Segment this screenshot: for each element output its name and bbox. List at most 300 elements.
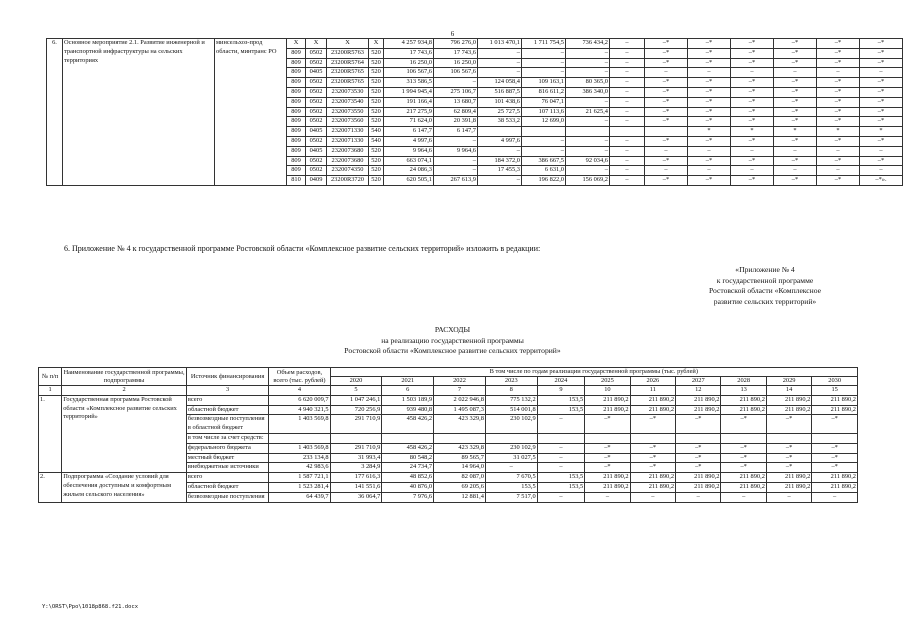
table-cell: –* (731, 136, 774, 146)
table-cell: – (610, 176, 645, 186)
table-cell: – (860, 166, 903, 176)
table-cell: –* (731, 39, 774, 49)
value-cell: – (766, 492, 811, 502)
table-cell: –* (731, 117, 774, 127)
header-total: Объем расходов, всего (тыс. рублей) (269, 368, 330, 386)
value-cell: 36 064,7 (330, 492, 382, 502)
table-cell (610, 127, 645, 137)
table-cell: 13 680,7 (434, 97, 478, 107)
funding-source: безвозмездные поступления (186, 492, 268, 502)
funding-source: местный бюджет (186, 453, 268, 463)
value-cell: 211 890,2 (676, 482, 721, 492)
table-cell: – (434, 136, 478, 146)
value-cell: –* (630, 453, 675, 463)
table-cell: 17 743,6 (434, 48, 478, 58)
table-cell: 809 (287, 146, 306, 156)
table-cell: –* (860, 78, 903, 88)
table-cell: 124 058,4 (478, 78, 522, 88)
value-cell (537, 433, 585, 443)
value-cell: 3 284,9 (330, 463, 382, 473)
table-cell: –* (688, 39, 731, 49)
table-cell: 0502 (306, 136, 327, 146)
value-cell: 423 329,8 (434, 443, 486, 453)
value-cell: 211 890,2 (766, 395, 811, 405)
value-cell (434, 433, 486, 443)
value-cell: 291 710,9 (330, 415, 382, 434)
funding-source: всего (186, 395, 268, 405)
table-cell: 540 (369, 127, 384, 137)
table-row (39, 473, 858, 483)
table-cell (566, 127, 610, 137)
column-index: 7 (434, 386, 486, 396)
table-cell: –* (645, 176, 688, 186)
table-cell: –* (774, 97, 817, 107)
value-cell: – (485, 463, 537, 473)
value-cell: 775 132,2 (485, 395, 537, 405)
value-cell: –* (585, 443, 630, 453)
table-cell: – (478, 68, 522, 78)
title-line: на реализацию государственной программы (381, 335, 524, 345)
table-cell: –* (817, 136, 860, 146)
column-index: 15 (812, 386, 858, 396)
value-cell: 514 001,8 (485, 405, 537, 415)
table-cell: –* (817, 87, 860, 97)
table-cell: 620 505,1 (384, 176, 434, 186)
table-cell: 2320073550 (327, 107, 369, 117)
table-cell: 796 276,0 (434, 39, 478, 49)
table-cell: 520 (369, 97, 384, 107)
column-index: 6 (382, 386, 434, 396)
table-cell: – (688, 166, 731, 176)
value-cell: –* (766, 415, 811, 434)
table-cell: –* (645, 107, 688, 117)
table-cell: –* (688, 78, 731, 88)
value-cell: – (537, 463, 585, 473)
column-index: 9 (537, 386, 585, 396)
table-cell: 0502 (306, 166, 327, 176)
value-cell: 211 890,2 (585, 395, 630, 405)
value-cell: 211 890,2 (630, 395, 675, 405)
value-cell: 48 852,6 (382, 473, 434, 483)
table-cell: 24 086,3 (384, 166, 434, 176)
table-cell: 2320071330 (327, 136, 369, 146)
table-cell: 540 (369, 136, 384, 146)
table-cell: – (522, 58, 566, 68)
value-cell: –* (812, 415, 858, 434)
table-cell: 313 586,5 (384, 78, 434, 88)
table-cell: – (522, 146, 566, 156)
value-cell: – (812, 492, 858, 502)
table-cell: – (645, 68, 688, 78)
column-index: 4 (269, 386, 330, 396)
table-cell: 0405 (306, 68, 327, 78)
table-cell: 0502 (306, 97, 327, 107)
table-cell: – (610, 156, 645, 166)
value-cell: 211 890,2 (630, 482, 675, 492)
table-cell: –* (860, 58, 903, 68)
table-cell: 810 (287, 176, 306, 186)
value-cell: 939 480,8 (382, 405, 434, 415)
table-cell: 16 250,0 (384, 58, 434, 68)
table-cell: 17 455,3 (478, 166, 522, 176)
value-cell: 211 890,2 (812, 405, 858, 415)
table-cell: Х (369, 39, 384, 49)
table-cell: – (645, 146, 688, 156)
value-cell: 31 993,4 (330, 453, 382, 463)
table-cell: 23200R5765 (327, 68, 369, 78)
table-cell: 267 613,9 (434, 176, 478, 186)
table-cell: –* (817, 117, 860, 127)
table-cell: –* (774, 107, 817, 117)
table-cell: –* (860, 136, 903, 146)
table-cell: –* (688, 48, 731, 58)
value-cell: 1 587 721,1 (269, 473, 330, 483)
table-cell: – (610, 39, 645, 49)
table-cell: 520 (369, 156, 384, 166)
value-cell: – (537, 453, 585, 463)
table-cell: 520 (369, 58, 384, 68)
table-cell: 520 (369, 176, 384, 186)
table-cell: 516 887,5 (478, 87, 522, 97)
value-cell: 2 022 946,8 (434, 395, 486, 405)
value-cell: 4 940 321,5 (269, 405, 330, 415)
value-cell: –* (812, 463, 858, 473)
table-cell: –* (731, 156, 774, 166)
header-year: 2028 (721, 377, 766, 386)
value-cell: –* (812, 453, 858, 463)
table-cell: – (860, 68, 903, 78)
table-cell: –* (645, 87, 688, 97)
table-cell: 0409 (306, 176, 327, 186)
table-cell: – (817, 146, 860, 156)
value-cell: 89 565,7 (434, 453, 486, 463)
value-cell: 211 890,2 (812, 473, 858, 483)
header-year: 2029 (766, 377, 811, 386)
table-cell: –* (774, 87, 817, 97)
title-line: Ростовской области «Комплексное развитие сельских территорий» (344, 346, 561, 356)
column-index: 8 (485, 386, 537, 396)
table-cell: 2320071330 (327, 127, 369, 137)
value-cell: – (676, 492, 721, 502)
table-cell: 25 727,5 (478, 107, 522, 117)
table-cell: –* (860, 87, 903, 97)
table-cell: –* (774, 156, 817, 166)
table-cell: 9 964,6 (384, 146, 434, 156)
table-cell: –* (731, 107, 774, 117)
funding-source: федерального бюджета (186, 443, 268, 453)
value-cell: 31 027,5 (485, 453, 537, 463)
table-cell: –* (774, 39, 817, 49)
table-cell: –* (860, 107, 903, 117)
table-cell: –* (731, 97, 774, 107)
table-cell: 0405 (306, 127, 327, 137)
table-cell: 1 711 754,5 (522, 39, 566, 49)
appendix-line: «Приложение № 4 (735, 265, 795, 274)
value-cell: – (630, 492, 675, 502)
table-cell: 0502 (306, 58, 327, 68)
table-cell: – (774, 146, 817, 156)
table-cell: 520 (369, 117, 384, 127)
file-path-footer: Y:\ORST\Ppo\1018p868.f21.docx (42, 604, 139, 610)
value-cell: 6 620 009,7 (269, 395, 330, 405)
header-year: 2027 (676, 377, 721, 386)
table-cell: –* (645, 136, 688, 146)
table-cell: – (817, 166, 860, 176)
value-cell: 211 890,2 (585, 405, 630, 415)
value-cell (330, 433, 382, 443)
table-cell: – (610, 166, 645, 176)
table-cell: –* (774, 58, 817, 68)
column-index: 11 (630, 386, 675, 396)
table-cell: 71 624,0 (384, 117, 434, 127)
table-cell (478, 127, 522, 137)
table-cell (645, 127, 688, 137)
table-cell: – (566, 146, 610, 156)
column-index: 10 (585, 386, 630, 396)
section-name: Подпрограмма «Создание условий для обеспечения доступным и комфортным жильем сельского населения» (62, 473, 187, 502)
table-cell: –* (817, 78, 860, 88)
table-cell: 0502 (306, 156, 327, 166)
value-cell: – (585, 492, 630, 502)
table-cell: 62 809,4 (434, 107, 478, 117)
value-cell: 211 890,2 (812, 482, 858, 492)
table-cell: 6 147,7 (434, 127, 478, 137)
table-cell: –* (817, 176, 860, 186)
table-cell: –* (645, 39, 688, 49)
table-cell: * (817, 127, 860, 137)
funding-source: внебюджетные источники (186, 463, 268, 473)
table-cell: 2320073560 (327, 117, 369, 127)
continuation-table (46, 38, 903, 186)
table-cell: – (774, 166, 817, 176)
table-cell: –* (860, 97, 903, 107)
table-cell: 520 (369, 48, 384, 58)
table-cell: – (610, 87, 645, 97)
table-cell: 107 113,6 (522, 107, 566, 117)
value-cell: 1 495 087,3 (434, 405, 486, 415)
table-cell: 184 372,0 (478, 156, 522, 166)
table-cell: – (610, 136, 645, 146)
table-cell: –* (817, 97, 860, 107)
value-cell (269, 433, 330, 443)
event-name: Основное мероприятие 2.1. Развитие инженерной и транспортной инфраструктуры на сельских территориях (63, 39, 215, 186)
value-cell: –* (721, 453, 766, 463)
table-cell: –* (731, 176, 774, 186)
table-cell: – (478, 176, 522, 186)
table-cell: – (478, 58, 522, 68)
executor: минсельхоз-прод области, минтранс РО (215, 39, 287, 186)
page-number: 6 (450, 30, 455, 38)
table-cell: –* (774, 78, 817, 88)
appendix-line: развитие сельских территорий» (713, 296, 817, 306)
table-cell: 520 (369, 78, 384, 88)
value-cell: –* (676, 415, 721, 434)
table-cell: – (645, 166, 688, 176)
value-cell: 211 890,2 (721, 405, 766, 415)
table-cell: – (566, 48, 610, 58)
table-cell: – (522, 48, 566, 58)
table-cell: 4 257 934,8 (384, 39, 434, 49)
table-row (47, 39, 903, 49)
value-cell: 211 890,2 (676, 473, 721, 483)
value-cell: 211 890,2 (585, 473, 630, 483)
table-cell: 0405 (306, 146, 327, 156)
value-cell: 7 976,6 (382, 492, 434, 502)
value-cell: 211 890,2 (630, 405, 675, 415)
table-cell: 809 (287, 97, 306, 107)
table-cell: 0502 (306, 117, 327, 127)
column-index: 2 (62, 386, 187, 396)
value-cell: 458 426,2 (382, 415, 434, 434)
value-cell: 7 517,0 (485, 492, 537, 502)
funding-source: безвозмездные поступления в областной бюджет (186, 415, 268, 434)
value-cell: 177 616,3 (330, 473, 382, 483)
table-cell: –* (817, 39, 860, 49)
table-cell: 386 340,0 (566, 87, 610, 97)
funding-source: областной бюджет (186, 482, 268, 492)
table-cell: 38 533,2 (478, 117, 522, 127)
value-cell: –* (676, 463, 721, 473)
section-number: 1. (39, 395, 62, 472)
table-cell: 156 069,2 (566, 176, 610, 186)
table-cell: –* (688, 117, 731, 127)
header-year: 2026 (630, 377, 675, 386)
table-cell: 0502 (306, 48, 327, 58)
value-cell: –* (585, 463, 630, 473)
table-cell: – (566, 97, 610, 107)
table-cell: – (434, 156, 478, 166)
table-cell: Х (287, 39, 306, 49)
table-cell: – (522, 136, 566, 146)
table-cell: 92 034,6 (566, 156, 610, 166)
table-cell: –* (688, 58, 731, 68)
table-cell: – (566, 136, 610, 146)
table-cell: 80 365,0 (566, 78, 610, 88)
value-cell: 1 503 189,9 (382, 395, 434, 405)
table-cell: – (610, 117, 645, 127)
table-cell: 23200R5763 (327, 48, 369, 58)
table-cell: – (610, 78, 645, 88)
table-cell: –* (774, 117, 817, 127)
funding-source: всего (186, 473, 268, 483)
value-cell: 211 890,2 (766, 405, 811, 415)
table-cell: Х (306, 39, 327, 49)
appendix-line: Ростовской области «Комплексное (708, 286, 822, 296)
table-cell: –* (817, 48, 860, 58)
value-cell: 14 964,0 (434, 463, 486, 473)
value-cell: 153,5 (537, 482, 585, 492)
table-cell: – (860, 146, 903, 156)
column-index: 3 (186, 386, 268, 396)
value-cell: 211 890,2 (721, 395, 766, 405)
table-cell: – (731, 146, 774, 156)
section-number: 2. (39, 473, 62, 502)
value-cell (676, 433, 721, 443)
amendment-paragraph: 6. Приложение № 4 к государственной программе Ростовской области «Комплексное развитие сельских территорий» изложить в редакции: (64, 244, 541, 253)
value-cell: –* (812, 443, 858, 453)
table-cell: 2320073680 (327, 156, 369, 166)
value-cell: 1 523 281,4 (269, 482, 330, 492)
table-cell: – (610, 68, 645, 78)
table-cell: – (774, 68, 817, 78)
value-cell: 1 403 569,8 (269, 415, 330, 434)
value-cell: – (537, 443, 585, 453)
header-year: 2025 (585, 377, 630, 386)
value-cell (766, 433, 811, 443)
table-cell: 2320074350 (327, 166, 369, 176)
table-cell: 106 567,6 (434, 68, 478, 78)
table-cell: 23200R5764 (327, 58, 369, 68)
table-cell: –* (645, 117, 688, 127)
header-by-years: В том числе по годам реализации государственной программы (тыс. рублей) (330, 368, 857, 377)
table-cell: 4 997,6 (478, 136, 522, 146)
value-cell: 42 983,6 (269, 463, 330, 473)
table-cell: – (817, 68, 860, 78)
table-cell: 0502 (306, 107, 327, 117)
table-cell: – (566, 58, 610, 68)
value-cell: 153,5 (485, 482, 537, 492)
column-index: 13 (721, 386, 766, 396)
value-cell: 153,5 (537, 395, 585, 405)
table-cell: –* (731, 58, 774, 68)
table-cell: 809 (287, 68, 306, 78)
value-cell: 233 134,8 (269, 453, 330, 463)
table-cell: 809 (287, 136, 306, 146)
header-year: 2022 (434, 377, 486, 386)
value-cell: 211 890,2 (585, 482, 630, 492)
table-cell: 275 106,7 (434, 87, 478, 97)
value-cell: 211 890,2 (721, 482, 766, 492)
table-cell: * (774, 127, 817, 137)
table-cell: –* (688, 87, 731, 97)
value-cell: 230 102,9 (485, 415, 537, 434)
table-cell: 809 (287, 166, 306, 176)
table-cell: – (731, 68, 774, 78)
table-cell: –* (860, 156, 903, 166)
table-cell: – (610, 146, 645, 156)
table-cell: 0502 (306, 87, 327, 97)
table-cell: –* (817, 156, 860, 166)
table-cell: 20 391,8 (434, 117, 478, 127)
value-cell: –* (766, 463, 811, 473)
table-cell: 6 147,7 (384, 127, 434, 137)
table-cell: 21 625,4 (566, 107, 610, 117)
table-cell: – (522, 68, 566, 78)
header-source: Источник финансирования (186, 368, 268, 386)
column-index: 14 (766, 386, 811, 396)
table-cell: –* (731, 87, 774, 97)
table-cell: 76 047,1 (522, 97, 566, 107)
column-index-row (39, 386, 858, 396)
table-cell: 809 (287, 87, 306, 97)
expenses-table (38, 367, 858, 503)
value-cell: 211 890,2 (676, 395, 721, 405)
table-cell: – (688, 146, 731, 156)
table-cell: 520 (369, 107, 384, 117)
table-cell: 2320073530 (327, 87, 369, 97)
header-year: 2030 (812, 377, 858, 386)
value-cell: – (721, 492, 766, 502)
value-cell: 153,5 (537, 405, 585, 415)
value-cell (812, 433, 858, 443)
column-index: 1 (39, 386, 62, 396)
value-cell: 69 205,6 (434, 482, 486, 492)
table-cell: –* (645, 58, 688, 68)
table-cell: 0502 (306, 78, 327, 88)
table-cell: 9 964,6 (434, 146, 478, 156)
table-row (39, 395, 858, 405)
table-cell: – (566, 68, 610, 78)
